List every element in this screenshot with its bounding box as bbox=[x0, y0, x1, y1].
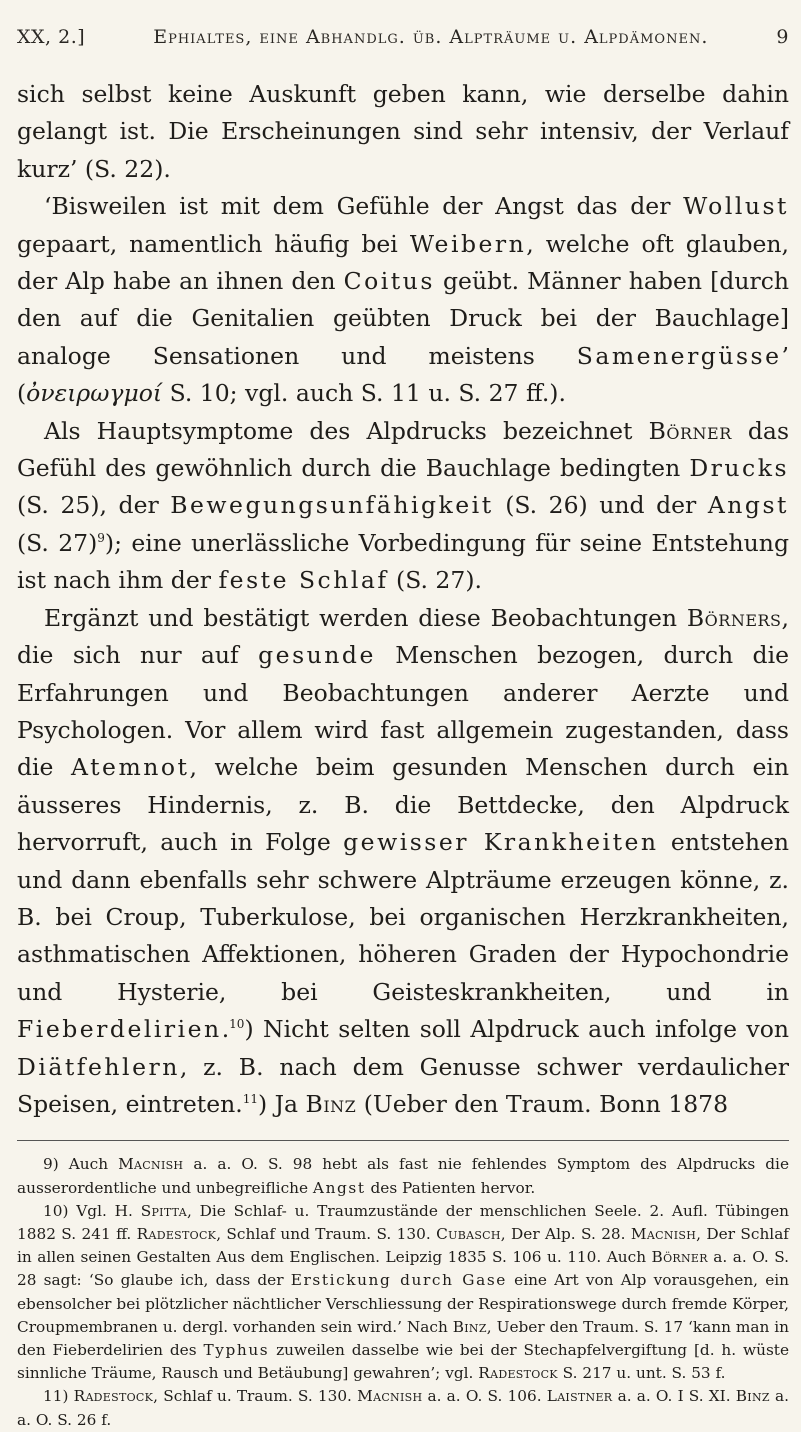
text-run: gewisser Krankheiten bbox=[343, 828, 659, 857]
text-run: Binz bbox=[305, 1089, 357, 1118]
text-run: a. a. O. S. 98 hebt als fast nie fehlendes Symptom des Alpdrucks die ausserordentliche und unbegreifliche bbox=[17, 1155, 789, 1197]
paragraph-2 bbox=[17, 188, 789, 412]
text-run: des Patienten hervor. bbox=[365, 1178, 536, 1197]
text-run: Diätfehlern bbox=[17, 1052, 180, 1081]
text-run: ‘Bisweilen ist mit dem Gefühle der Angst das der bbox=[44, 192, 684, 221]
text-run: das Gefühl des gewöhnlich durch die Bauchlage bedingten bbox=[17, 416, 790, 483]
header-volume: XX, 2.] bbox=[17, 26, 86, 48]
text-run: (S. 26) und der bbox=[493, 491, 708, 520]
main-text bbox=[17, 76, 789, 1123]
text-run: Macnish bbox=[357, 1387, 423, 1406]
text-run: Weibern bbox=[409, 229, 527, 258]
greek-term: ὀνειρωγμοί bbox=[26, 379, 163, 408]
text-run: Cubasch bbox=[436, 1224, 501, 1243]
text-run: Radestock bbox=[136, 1224, 217, 1243]
book-page bbox=[17, 26, 789, 1432]
text-run: Typhus bbox=[203, 1341, 270, 1359]
text-run: Drucks bbox=[689, 454, 789, 483]
text-run: . bbox=[221, 1015, 230, 1044]
text-run: Macnish bbox=[118, 1155, 184, 1174]
text-run: , die sich nur auf bbox=[17, 603, 789, 670]
text-run: ) Ja bbox=[258, 1089, 306, 1118]
text-run: , Schlaf und Traum. S. 130. bbox=[216, 1224, 437, 1243]
text-run: Binz bbox=[735, 1387, 770, 1406]
footnotes bbox=[17, 1153, 789, 1431]
text-run: Atemnot bbox=[71, 753, 190, 782]
text-run: gepaart, namentlich häufig bei bbox=[17, 229, 410, 258]
text-run: (Ueber den Traum. Bonn 1878 bbox=[356, 1089, 729, 1118]
text-run: , z. B. nach dem Genusse schwer verdaulicher Speisen, eintreten. bbox=[17, 1052, 789, 1118]
text-run: 11) bbox=[43, 1387, 74, 1406]
text-run: gesunde bbox=[258, 641, 376, 670]
text-run: Angst bbox=[707, 491, 789, 520]
text-run: eine Art von Alp vorausgehen, ein ebensolcher bei plötzlicher nächtlicher Verschliessung der Respirationswege durch fremde Körper, Croupmembranen u. dergl. vorhanden sein wird.’ Nach bbox=[17, 1271, 790, 1336]
text-run: a. a. O. S. 106. bbox=[422, 1387, 547, 1406]
text-run: , welche beim gesunden Menschen durch ein äusseres Hindernis, z. B. die Bettdecke, den Alpdruck hervorruft, auch in Folge bbox=[17, 753, 790, 857]
text-run: sich selbst keine Auskunft geben kann, wie derselbe dahin gelangt ist. Die Erscheinungen sind sehr intensiv, der Verlauf kurz’ (S. 22). bbox=[17, 80, 789, 183]
text-run: Fieberdelirien bbox=[17, 1015, 222, 1044]
text-run: 10) Vgl. H. bbox=[43, 1201, 141, 1220]
text-run: Bewegungsunfähigkeit bbox=[170, 491, 494, 520]
text-run: Ergänzt und bestätigt werden diese Beobachtungen bbox=[44, 603, 687, 632]
text-run: (S. 25), der bbox=[17, 491, 171, 520]
text-run: , Die Schlaf- u. Traumzustände der menschlichen Seele. 2. Aufl. Tübingen 1882 S. 241 ff. bbox=[17, 1201, 789, 1243]
text-run: Radestock bbox=[478, 1364, 558, 1383]
header-title: Ephialtes, eine Abhandlg. üb. Alpträume u. Alpdämonen. bbox=[153, 26, 709, 48]
page-number: 9 bbox=[776, 26, 789, 48]
text-run: zuweilen dasselbe wie bei der Stechapfelvergiftung [d. h. wüste sinnliche Träume, Rausch und Betäubung] gewahren’; vgl. bbox=[17, 1341, 789, 1383]
paragraph-1 bbox=[17, 76, 789, 188]
footnote-ref-11: 11 bbox=[242, 1092, 258, 1107]
text-run: entstehen und dann ebenfalls sehr schwere Alpträume erzeugen könne, z. B. bei Croup, Tuberkulose, bei organischen Herzkrankheiten, asthmatischen Affektionen, höheren Graden der Hypochondrie und Hysterie, bei Geisteskrankheiten, und in bbox=[17, 828, 790, 1006]
text-run: Binz bbox=[452, 1317, 487, 1336]
text-run: (S. 27). bbox=[388, 566, 482, 595]
paragraph-3 bbox=[17, 413, 789, 600]
text-run: ) Nicht selten soll Alpdruck auch infolge von bbox=[244, 1015, 789, 1044]
text-run: S. 217 u. unt. S. 53 f. bbox=[557, 1364, 726, 1383]
footnote-divider bbox=[17, 1140, 789, 1141]
text-run: Angst bbox=[312, 1178, 366, 1197]
footnote-11 bbox=[17, 1385, 789, 1431]
text-run: feste Schlaf bbox=[218, 566, 389, 595]
text-run: geübt. Männer haben [durch den auf die Genitalien geübten Druck bei der Bauchlage] analoge Sensationen und meistens bbox=[17, 267, 789, 370]
text-run: Börner bbox=[648, 416, 732, 445]
text-run: , welche oft glauben, der Alp habe an ihnen den bbox=[17, 229, 790, 296]
text-run: Macnish bbox=[630, 1224, 697, 1243]
text-run: Erstickung durch Gase bbox=[290, 1271, 507, 1290]
text-run: 9) Auch bbox=[43, 1155, 119, 1174]
text-run: Coitus bbox=[343, 267, 435, 296]
text-run: a. a. O. S. 26 f. bbox=[17, 1387, 789, 1429]
text-run: S. 10; vgl. auch S. 11 u. S. 27 ff.). bbox=[162, 379, 566, 408]
text-run: a. a. O. I S. XI. bbox=[612, 1387, 736, 1406]
text-run: Samenergüsse bbox=[576, 341, 782, 370]
footnote-ref-9: 9 bbox=[97, 531, 105, 546]
text-run: Börners bbox=[686, 603, 782, 632]
text-run: ’ ( bbox=[17, 341, 789, 408]
paragraph-4 bbox=[17, 600, 789, 1124]
footnote-ref-10: 10 bbox=[229, 1017, 245, 1032]
running-header bbox=[17, 26, 789, 48]
footnote-9 bbox=[17, 1153, 789, 1199]
text-run: a. a. O. S. 28 sagt: ‘So glaube ich, dass der bbox=[17, 1248, 789, 1290]
text-run: , Der Schlaf in allen seinen Gestalten Aus dem Englischen. Leipzig 1835 S. 106 u. 110. Auch bbox=[17, 1224, 789, 1267]
footnote-10 bbox=[17, 1200, 789, 1386]
text-run: , Ueber den Traum. S. 17 ‘kann man in den Fieberdelirien des bbox=[17, 1317, 789, 1359]
text-run: Radestock bbox=[73, 1387, 154, 1406]
text-run: Laistner bbox=[546, 1387, 613, 1406]
text-run: , Der Alp. S. 28. bbox=[500, 1224, 631, 1243]
text-run: Börner bbox=[651, 1248, 708, 1267]
text-run: ); eine unerlässliche Vorbedingung für seine Entstehung ist nach ihm der bbox=[17, 528, 789, 595]
text-run: Spitta bbox=[140, 1201, 187, 1220]
text-run: Als Hauptsymptome des Alpdrucks bezeichnet bbox=[44, 416, 649, 445]
text-run: (S. 27) bbox=[17, 528, 98, 557]
text-run: Wollust bbox=[683, 192, 789, 221]
text-run: , Schlaf u. Traum. S. 130. bbox=[153, 1387, 358, 1406]
text-run: Menschen bezogen, durch die Erfahrungen und Beobachtungen anderer Aerzte und Psychologen. Vor allem wird fast allgemein zugestanden, dass die bbox=[17, 641, 789, 782]
